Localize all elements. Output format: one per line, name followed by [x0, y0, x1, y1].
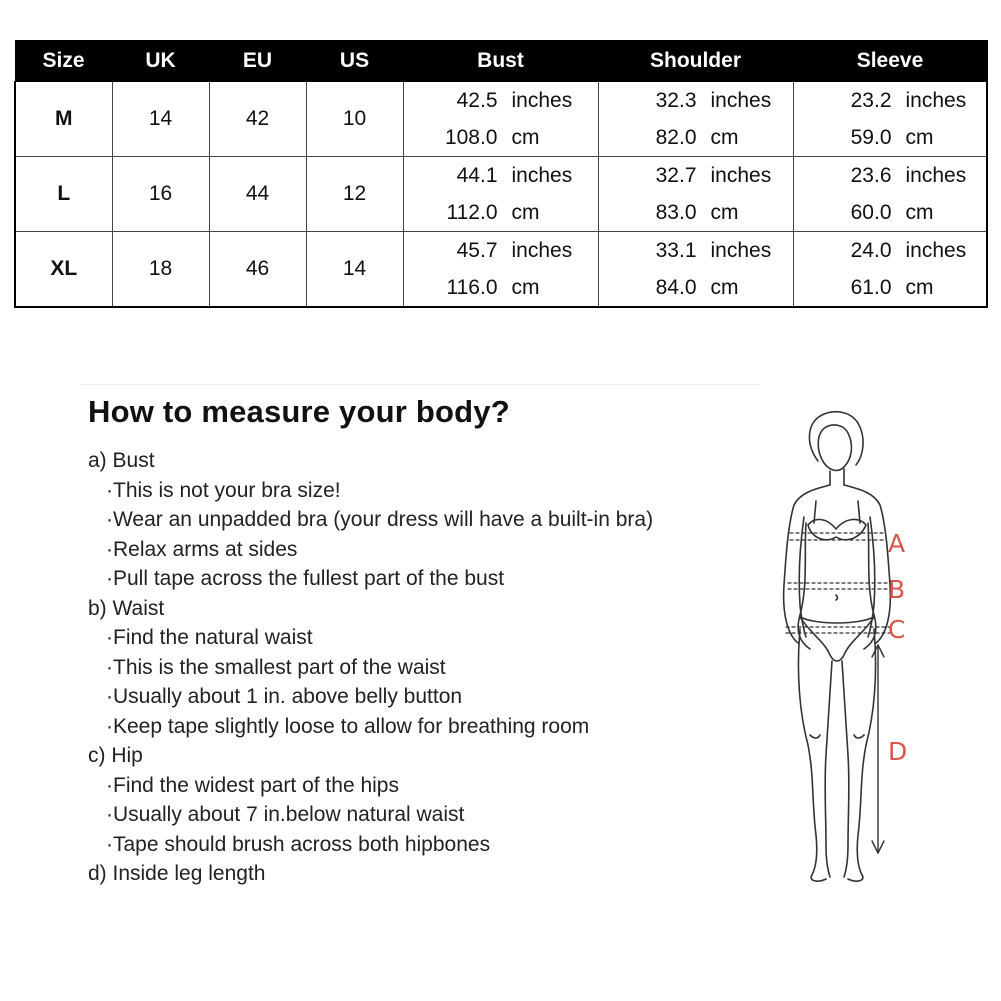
section-heading-waist: b) Waist	[88, 596, 165, 620]
cell-sleeve	[793, 157, 987, 232]
header-us: US	[306, 41, 403, 82]
unit-inches: inches	[710, 88, 772, 112]
bust-cm-value: 108.0	[444, 125, 498, 149]
cell-bust	[403, 157, 598, 232]
bust-inches-value: 44.1	[456, 163, 498, 187]
unit-cm: cm	[710, 125, 739, 149]
unit-inches: inches	[710, 238, 772, 262]
unit-cm: cm	[905, 125, 934, 149]
list-item: ·Usually about 1 in. above belly button	[106, 685, 463, 708]
cell-us: 12	[306, 157, 403, 232]
list-item: ·Pull tape across the fullest part of the bust	[106, 567, 505, 590]
unit-cm: cm	[710, 200, 739, 224]
cell-us: 14	[306, 232, 403, 308]
cell-eu: 46	[209, 232, 306, 308]
unit-cm: cm	[511, 275, 540, 299]
cell-bust	[403, 82, 598, 157]
table-row	[15, 82, 987, 157]
list-item: ·Usually about 7 in.below natural waist	[106, 803, 465, 826]
divider	[80, 384, 760, 385]
list-item: ·Find the natural waist	[106, 626, 313, 649]
list-item: ·Tape should brush across both hipbones	[106, 832, 491, 856]
shoulder-cm-value: 84.0	[655, 275, 697, 299]
cell-shoulder	[598, 157, 793, 232]
unit-cm: cm	[710, 275, 739, 299]
sleeve-cm-value: 60.0	[850, 200, 892, 224]
section-heading-hip: c) Hip	[88, 744, 143, 767]
figure-label-d: D	[888, 737, 908, 766]
list-item: ·Relax arms at sides	[106, 537, 298, 561]
cell-shoulder	[598, 232, 793, 308]
header-eu: EU	[209, 41, 306, 82]
cell-uk: 18	[112, 232, 209, 308]
sleeve-cm-value: 59.0	[850, 125, 892, 149]
unit-inches: inches	[905, 88, 967, 112]
unit-cm: cm	[511, 200, 540, 224]
cell-us: 10	[306, 82, 403, 157]
cell-size: L	[15, 157, 112, 232]
cell-shoulder	[598, 82, 793, 157]
cell-size: XL	[15, 232, 112, 308]
guide-instructions	[88, 446, 653, 889]
cell-uk: 16	[112, 157, 209, 232]
header-size: Size	[15, 41, 112, 82]
figure-label-b: B	[888, 575, 906, 604]
cell-eu: 44	[209, 157, 306, 232]
shoulder-inches-value: 32.3	[655, 88, 697, 112]
list-item: ·This is not your bra size!	[106, 478, 341, 502]
table-header-row	[15, 41, 987, 82]
cell-size: M	[15, 82, 112, 157]
unit-inches: inches	[511, 238, 573, 262]
unit-inches: inches	[511, 88, 573, 112]
body-outline-illustration	[760, 405, 920, 895]
cell-sleeve	[793, 82, 987, 157]
bust-cm-value: 116.0	[446, 275, 498, 299]
figure-label-a: A	[888, 529, 906, 558]
bust-inches-value: 42.5	[456, 88, 498, 112]
unit-inches: inches	[511, 163, 573, 187]
table-row	[15, 232, 987, 308]
unit-inches: inches	[905, 238, 967, 262]
guide-title: How to measure your body?	[88, 394, 510, 429]
size-chart-table	[14, 40, 988, 308]
cell-bust	[403, 232, 598, 308]
sleeve-inches-value: 23.6	[850, 163, 892, 187]
shoulder-cm-value: 82.0	[655, 125, 697, 149]
header-bust: Bust	[403, 41, 598, 82]
list-item: ·This is the smallest part of the waist	[106, 655, 446, 679]
unit-cm: cm	[905, 200, 934, 224]
list-item: ·Find the widest part of the hips	[106, 773, 399, 797]
bust-cm-value: 112.0	[446, 200, 498, 224]
shoulder-cm-value: 83.0	[655, 200, 697, 224]
unit-inches: inches	[905, 163, 967, 187]
unit-cm: cm	[511, 125, 540, 149]
shoulder-inches-value: 33.1	[655, 238, 697, 262]
sleeve-inches-value: 24.0	[850, 238, 892, 262]
list-item: ·Wear an unpadded bra (your dress will have a built-in bra)	[106, 508, 654, 531]
section-heading-inside-leg: d) Inside leg length	[88, 862, 266, 885]
figure-label-c: C	[888, 615, 906, 644]
list-item: ·Keep tape slightly loose to allow for breathing room	[106, 714, 590, 738]
sleeve-cm-value: 61.0	[850, 275, 892, 299]
header-shoulder: Shoulder	[598, 41, 793, 82]
table-row	[15, 157, 987, 232]
sleeve-inches-value: 23.2	[850, 88, 892, 112]
unit-inches: inches	[710, 163, 772, 187]
cell-sleeve	[793, 232, 987, 308]
cell-eu: 42	[209, 82, 306, 157]
body-measurement-figure	[760, 405, 920, 895]
header-uk: UK	[112, 41, 209, 82]
bust-inches-value: 45.7	[456, 238, 498, 262]
cell-uk: 14	[112, 82, 209, 157]
header-sleeve: Sleeve	[793, 41, 987, 82]
shoulder-inches-value: 32.7	[655, 163, 697, 187]
section-heading-bust: a) Bust	[88, 449, 155, 472]
unit-cm: cm	[905, 275, 934, 299]
